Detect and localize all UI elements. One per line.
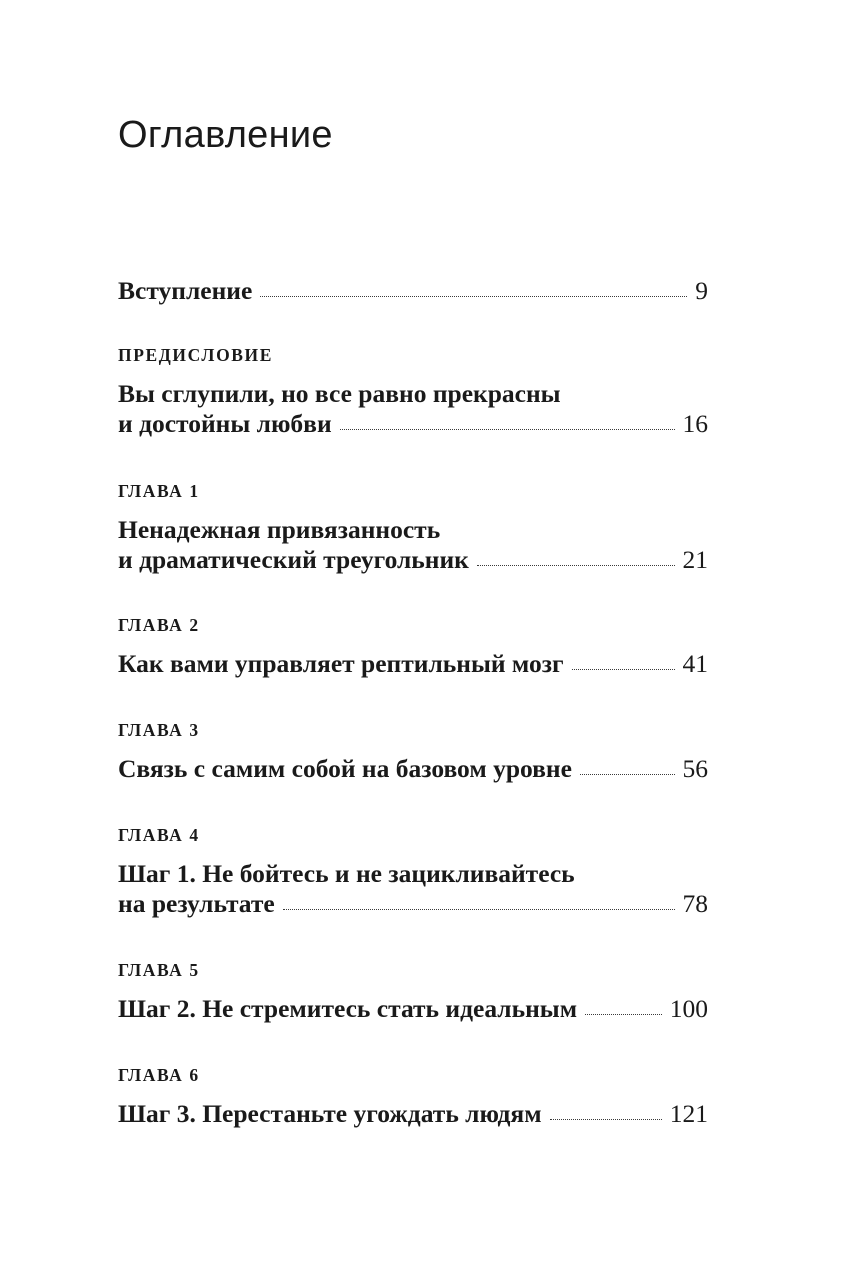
- toc-entry-title: на результате: [118, 889, 275, 918]
- toc-page-number: 9: [695, 276, 708, 305]
- dot-leader: [260, 296, 687, 297]
- toc-entry-title-line: [118, 1099, 708, 1129]
- toc-section-label: ГЛАВА 1: [118, 481, 200, 501]
- toc-page-number: 100: [669, 994, 708, 1023]
- dot-leader: [477, 565, 675, 566]
- toc-section-label: ГЛАВА 3: [118, 720, 200, 740]
- toc-entry-title-line1: Вы сглупили, но все равно прекрасны: [118, 379, 561, 408]
- toc-section-label: ГЛАВА 6: [118, 1065, 200, 1085]
- toc-entry-title: Как вами управляет рептильный мозг: [118, 649, 564, 678]
- toc-entry-introduction[interactable]: [118, 276, 708, 306]
- toc-entry-chapter-3[interactable]: [118, 720, 708, 784]
- dot-leader: [283, 909, 675, 910]
- dot-leader: [580, 774, 675, 775]
- toc-entry-title-line: [118, 276, 708, 306]
- toc-entry-chapter-6[interactable]: [118, 1065, 708, 1129]
- toc-entry-title: Шаг 2. Не стремитесь стать идеальным: [118, 994, 578, 1023]
- toc-page-number: 56: [682, 754, 708, 783]
- toc-section-label: ГЛАВА 2: [118, 615, 200, 635]
- toc-entry-title-line1: Ненадежная привязанность: [118, 515, 441, 544]
- toc-entry-title: Вступление: [118, 276, 253, 305]
- toc-section-label: ГЛАВА 5: [118, 960, 200, 980]
- dot-leader: [340, 429, 675, 430]
- toc-entry-title-line: [118, 889, 708, 919]
- toc-entry-chapter-1[interactable]: [118, 481, 708, 575]
- toc-page-number: 16: [682, 409, 708, 438]
- dot-leader: [585, 1014, 662, 1015]
- toc-entry-title-line: [118, 545, 708, 575]
- toc-page-number: 121: [669, 1099, 708, 1128]
- toc-entry-title: и достойны любви: [118, 409, 332, 438]
- toc-entry-chapter-4[interactable]: [118, 825, 708, 919]
- page-title: Оглавление: [118, 114, 333, 156]
- toc-entry-chapter-2[interactable]: [118, 615, 708, 679]
- toc-entry-preface[interactable]: [118, 345, 708, 439]
- toc-entry-title-line: [118, 409, 708, 439]
- toc-entry-title-line1: Шаг 1. Не бойтесь и не зацикливайтесь: [118, 859, 575, 888]
- toc-section-label: ПРЕДИСЛОВИЕ: [118, 345, 274, 365]
- toc-section-label: ГЛАВА 4: [118, 825, 200, 845]
- dot-leader: [572, 669, 675, 670]
- toc-entry-title: и драматический треугольник: [118, 545, 469, 574]
- toc-page-number: 21: [682, 545, 708, 574]
- dot-leader: [550, 1119, 662, 1120]
- toc-entry-title-line: [118, 754, 708, 784]
- toc-entry-chapter-5[interactable]: [118, 960, 708, 1024]
- toc-entry-title: Шаг 3. Перестаньте угождать людям: [118, 1099, 542, 1128]
- toc-entry-title-line: [118, 994, 708, 1024]
- toc-entry-title: Связь с самим собой на базовом уровне: [118, 754, 572, 783]
- toc-entry-title-line: [118, 649, 708, 679]
- toc-page-number: 41: [682, 649, 708, 678]
- toc-page-number: 78: [682, 889, 708, 918]
